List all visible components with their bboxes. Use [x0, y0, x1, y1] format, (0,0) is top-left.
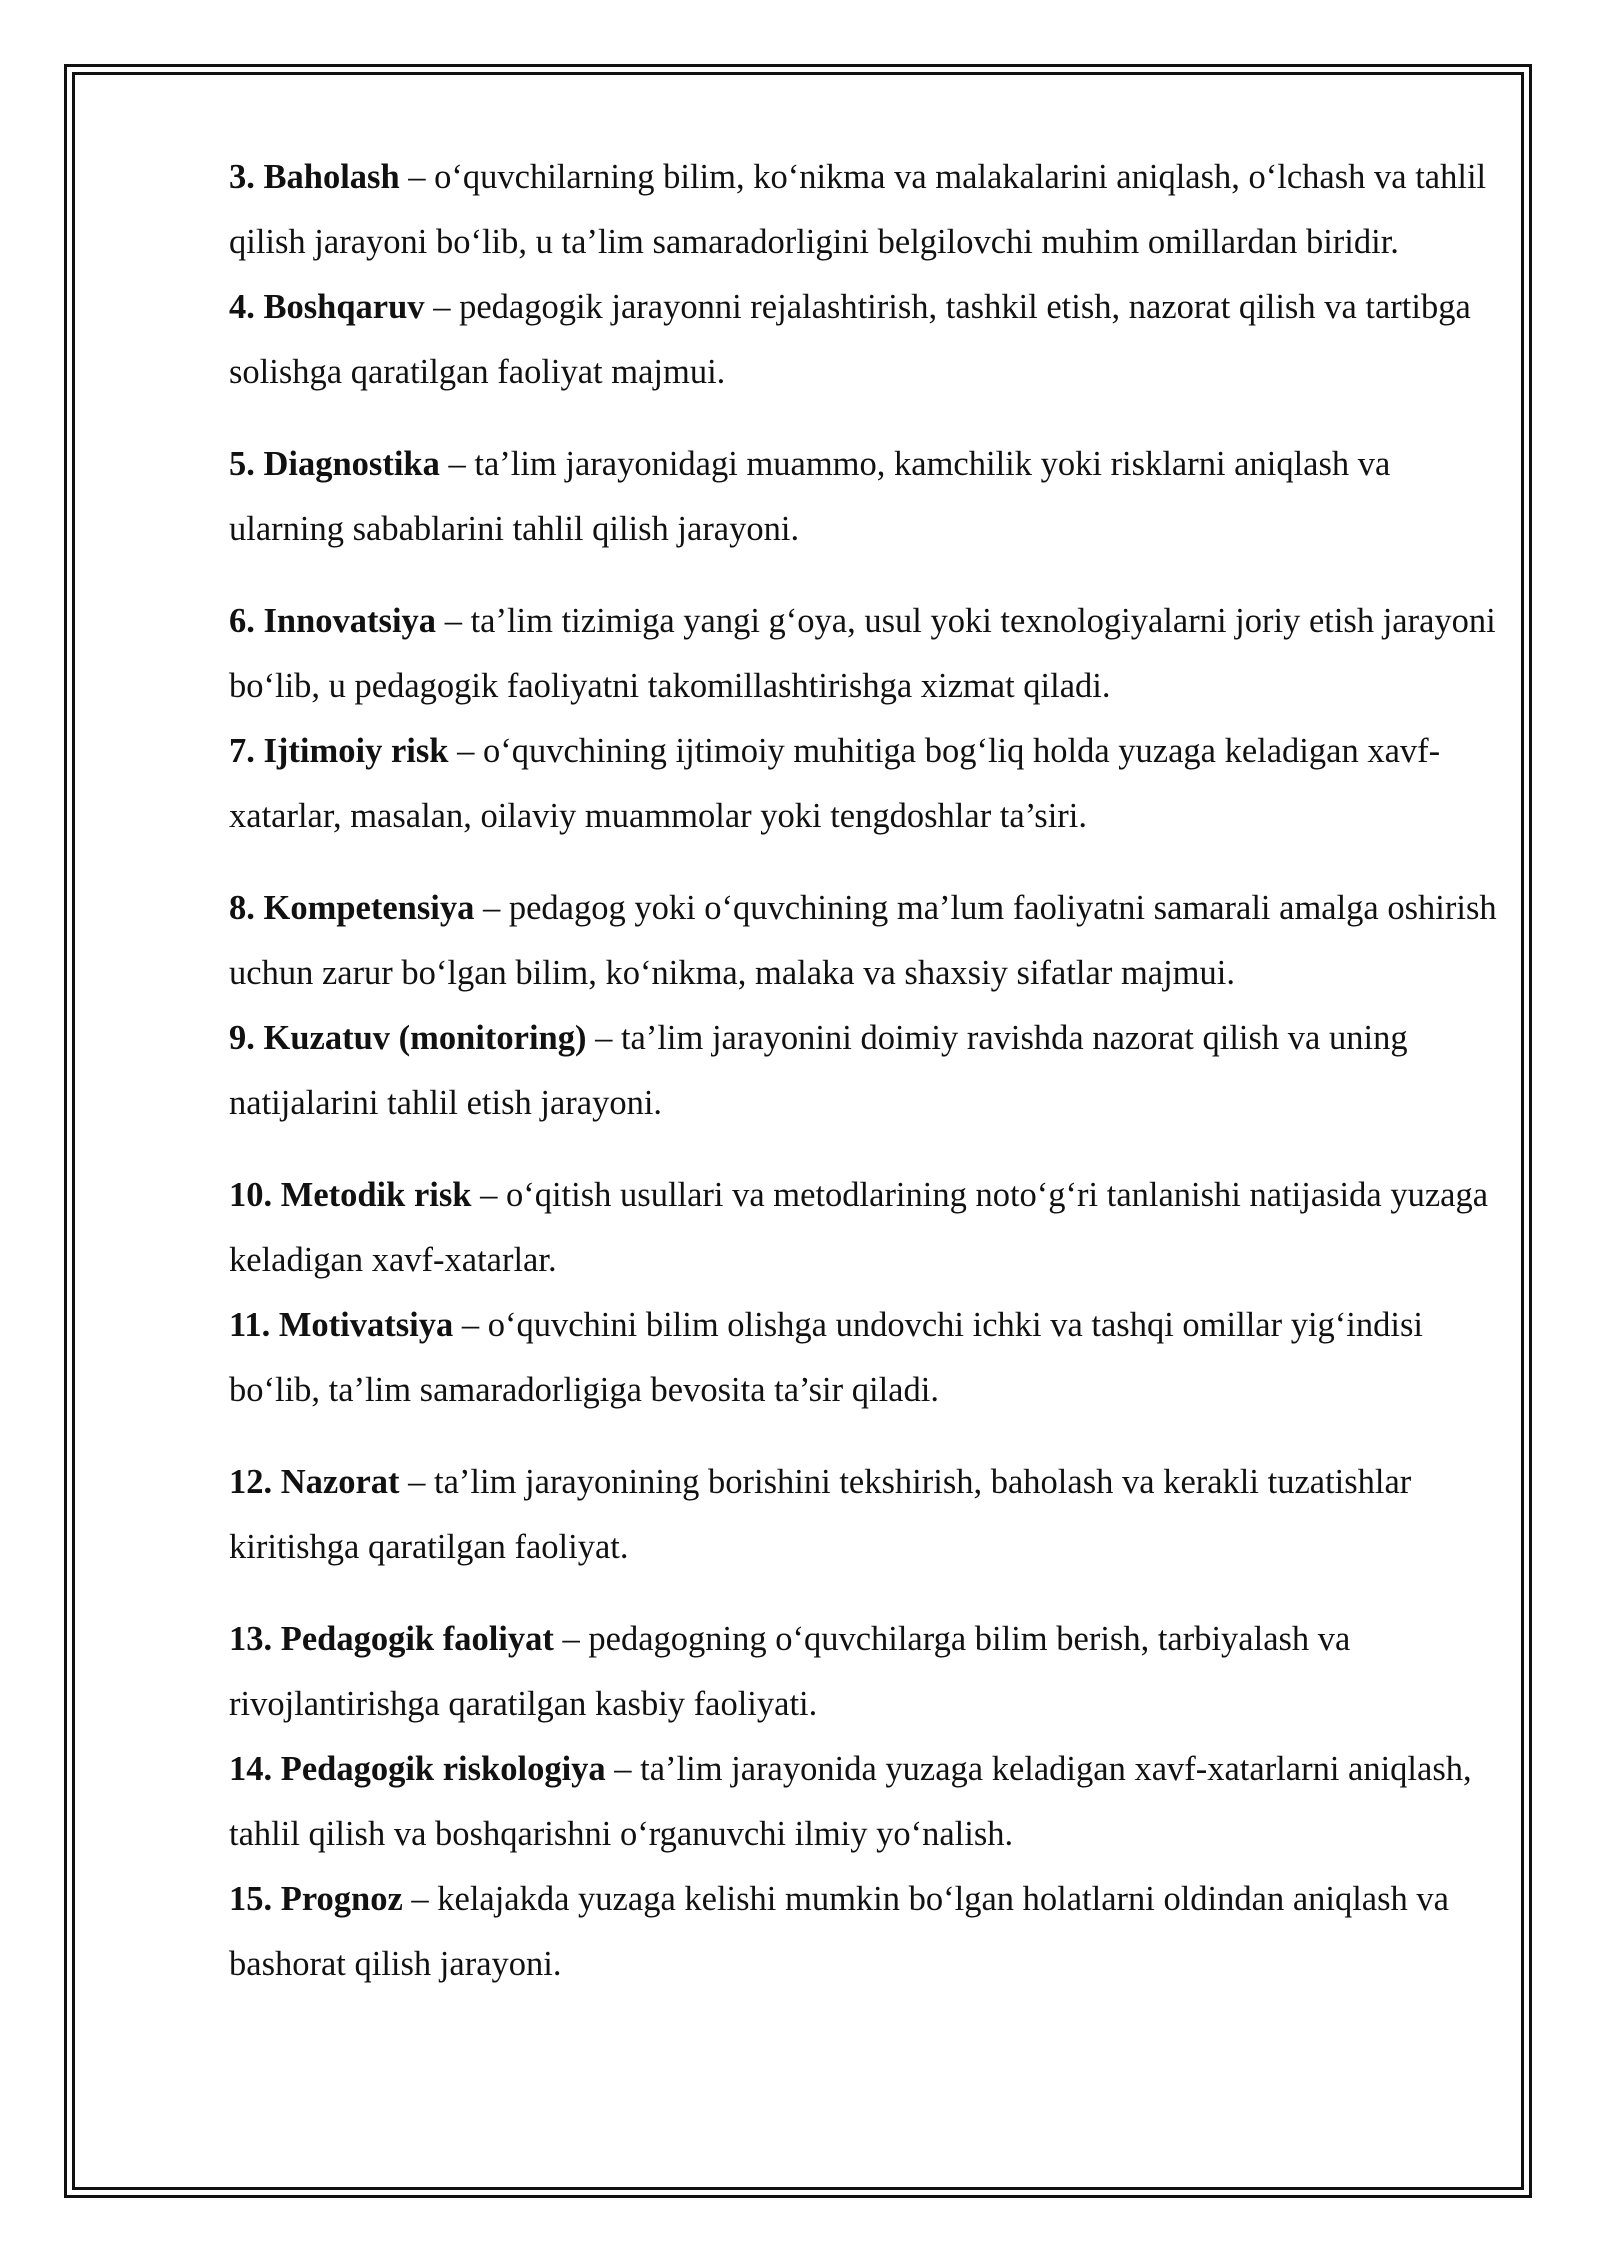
term-definition: – o‘qitish usullari va metodlarining noto‘g‘ri tanlanishi natijasida yuzaga keladigan xavf-xatarlar. [229, 1176, 1489, 1279]
glossary-entry-kompetensiya [229, 876, 1499, 1006]
term-heading: 7. Ijtimoiy risk [229, 732, 449, 770]
term-definition: – ta’lim jarayonini doimiy ravishda nazorat qilish va uning natijalarini tahlil etish jarayoni. [229, 1019, 1408, 1122]
glossary-entry-diagnostika [229, 432, 1499, 562]
term-heading: 15. Prognoz [229, 1880, 403, 1918]
term-heading: 13. Pedagogik faoliyat [229, 1620, 554, 1658]
term-definition: – o‘quvchini bilim olishga undovchi ichki va tashqi omillar yig‘indisi bo‘lib, ta’lim samaradorligiga bevosita ta’sir qiladi. [229, 1306, 1423, 1409]
glossary-entry-innovatsiya [229, 589, 1499, 719]
glossary-entry-motivatsiya [229, 1293, 1499, 1423]
term-heading: 10. Metodik risk [229, 1176, 472, 1214]
glossary-entry-boshqaruv [229, 275, 1499, 405]
term-definition: – pedagog yoki o‘quvchining ma’lum faoliyatni samarali amalga oshirish uchun zarur bo‘lgan bilim, ko‘nikma, malaka va shaxsiy sifatlar majmui. [229, 889, 1497, 992]
glossary-entry-nazorat [229, 1450, 1499, 1580]
term-definition: – ta’lim jarayonida yuzaga keladigan xavf-xatarlarni aniqlash, tahlil qilish va boshqarishni o‘rganuvchi ilmiy yo‘nalish. [229, 1750, 1472, 1853]
term-definition: – ta’lim jarayonining borishini tekshirish, baholash va kerakli tuzatishlar kiritishga qaratilgan faoliyat. [229, 1463, 1412, 1566]
term-heading: 3. Baholash [229, 158, 400, 196]
term-heading: 5. Diagnostika [229, 445, 440, 483]
term-definition: – pedagogik jarayonni rejalashtirish, tashkil etish, nazorat qilish va tartibga solishga qaratilgan faoliyat majmui. [229, 288, 1471, 391]
term-definition: – kelajakda yuzaga kelishi mumkin bo‘lgan holatlarni oldindan aniqlash va bashorat qilish jarayoni. [229, 1880, 1449, 1983]
glossary-entry-baholash [229, 145, 1499, 275]
glossary-entry-prognoz [229, 1867, 1499, 1997]
glossary-entry-pedagogik-faoliyat [229, 1607, 1499, 1737]
term-heading: 12. Nazorat [229, 1463, 400, 1501]
glossary-entry-pedagogik-riskologiya [229, 1737, 1499, 1867]
glossary-entry-metodik-risk [229, 1163, 1499, 1293]
term-heading: 8. Kompetensiya [229, 889, 475, 927]
term-definition: – ta’lim tizimiga yangi g‘oya, usul yoki texnologiyalarni joriy etish jarayoni bo‘lib, u pedagogik faoliyatni takomillashtirishga xizmat qiladi. [229, 602, 1496, 705]
term-heading: 14. Pedagogik riskologiya [229, 1750, 606, 1788]
glossary-entry-ijtimoiy-risk [229, 719, 1499, 849]
term-definition: – ta’lim jarayonidagi muammo, kamchilik yoki risklarni aniqlash va ularning sabablarini tahlil qilish jarayoni. [229, 445, 1391, 548]
term-definition: – pedagogning o‘quvchilarga bilim berish, tarbiyalash va rivojlantirishga qaratilgan kasbiy faoliyati. [229, 1620, 1351, 1723]
term-definition: – o‘quvchining ijtimoiy muhitiga bog‘liq holda yuzaga keladigan xavf-xatarlar, masalan, oilaviy muammolar yoki tengdoshlar ta’siri. [229, 732, 1441, 835]
term-heading: 9. Kuzatuv (monitoring) [229, 1019, 587, 1057]
term-definition: – o‘quvchilarning bilim, ko‘nikma va malakalarini aniqlash, o‘lchash va tahlil qilish jarayoni bo‘lib, u ta’lim samaradorligini belgilovchi muhim omillardan biridir. [229, 158, 1487, 261]
glossary-entry-kuzatuv [229, 1006, 1499, 1136]
term-heading: 11. Motivatsiya [229, 1306, 454, 1344]
term-heading: 6. Innovatsiya [229, 602, 437, 640]
glossary-list [229, 145, 1499, 1997]
term-heading: 4. Boshqaruv [229, 288, 425, 326]
